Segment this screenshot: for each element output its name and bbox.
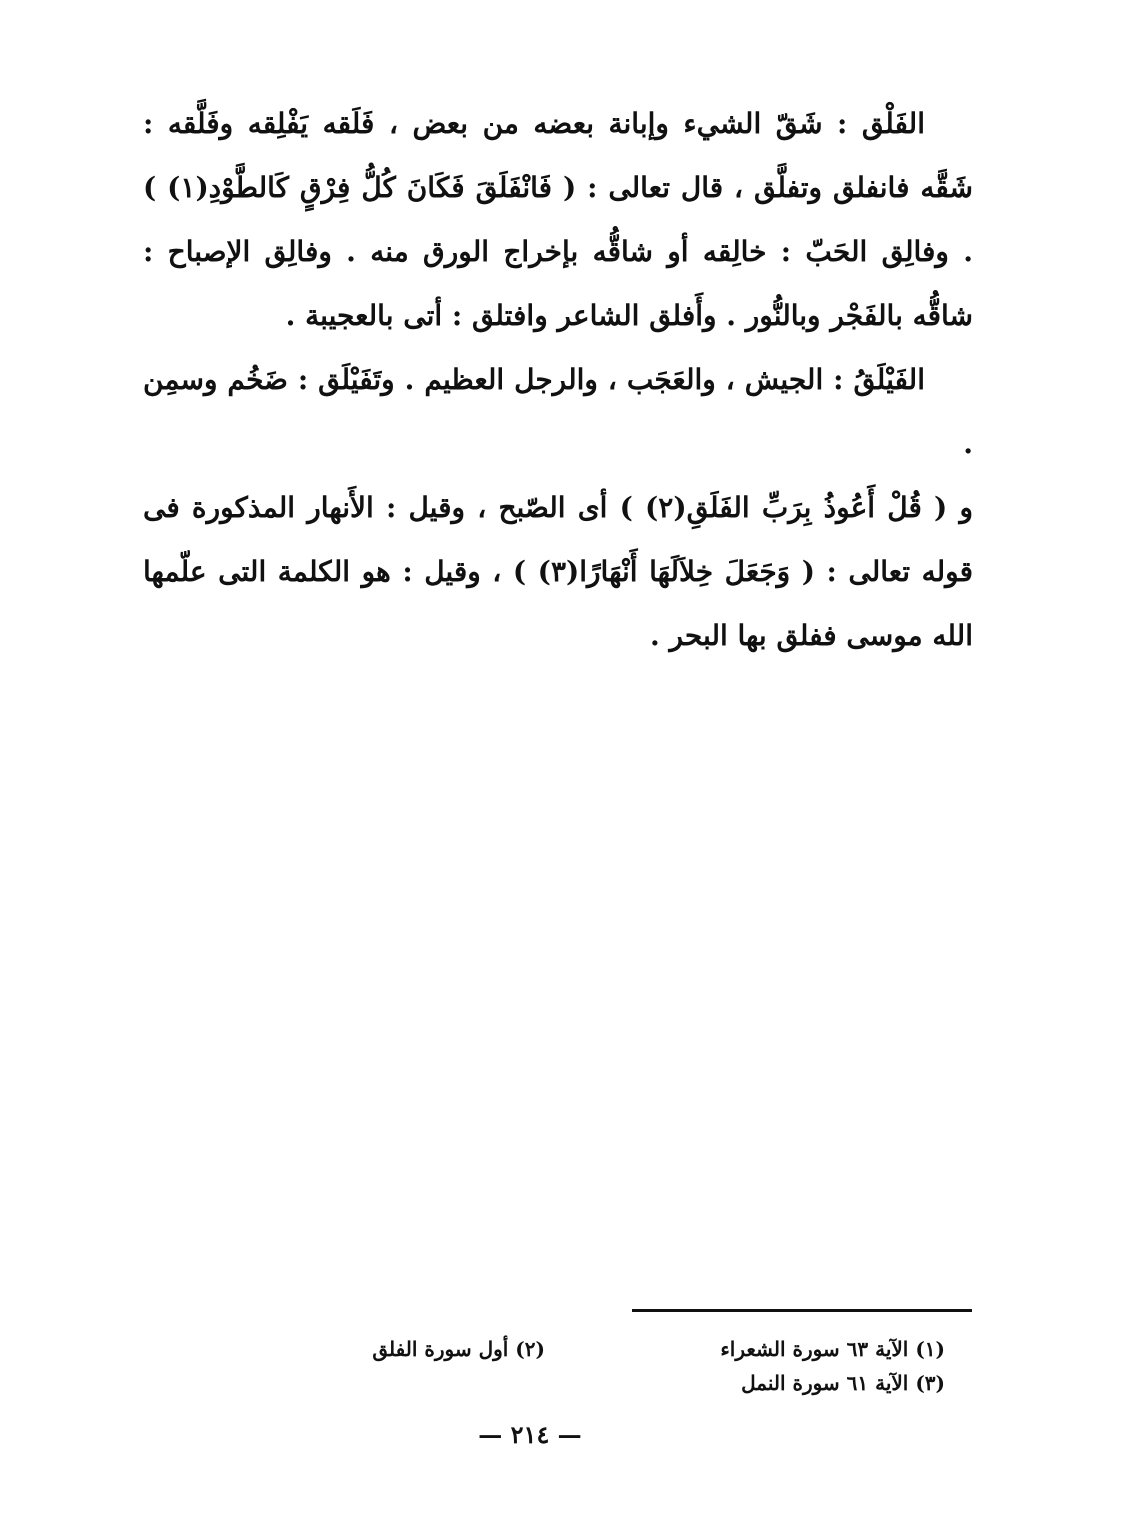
footnote-3: (٣) الآية ٦١ سورة النمل — [741, 1371, 945, 1395]
page-number: — ٢١٤ — — [478, 1420, 582, 1449]
paragraph-falq: الفَلْق : شَقّ الشيء وإبانة بعضه من بعض ، فَلَقه يَفْلِقه وفَلَّقه : شَقَّه فانفلق وتفلَّق ، قال تعالى : ( فَانْفَلَقَ فَكَانَ كُلُّ فِرْقٍ كَالطَّوْدِ(١) ) . وفالِق الحَبّ : خالِقه أو شاقُّه بإخراج الورق منه . وفالِق الإصباح : شاقُّه بالفَجْر وبالنُّور . وأَفلق الشاعر وافتلق : أتى بالعجيبة . — [143, 107, 973, 332]
footnote-2: (٢) أول سورة الفلق — [372, 1337, 545, 1361]
footnote-row — [145, 1366, 945, 1400]
footnote-divider — [632, 1309, 972, 1312]
footnote-1: (١) الآية ٦٣ سورة الشعراء — [720, 1337, 945, 1361]
paragraph-qul-aoodhu: و ( قُلْ أَعُوذُ بِرَبِّ الفَلَقِ(٢) ) أى الصّبح ، وقيل : الأَنهار المذكورة فى قوله تعالى : ( وَجَعَلَ خِلاَلَهَا أَنْهَارًا(٣) ) ، وقيل : هو الكلمة التى علّمها الله موسى ففلق بها البحر . — [143, 491, 973, 652]
paragraph-faylaq: الفَيْلَقُ : الجيش ، والعَجَب ، والرجل العظيم . وتَفَيْلَق : ضَخُم وسمِن . — [143, 363, 973, 460]
footnotes — [145, 1332, 945, 1400]
footnote-row — [145, 1332, 945, 1366]
main-text — [143, 92, 973, 668]
